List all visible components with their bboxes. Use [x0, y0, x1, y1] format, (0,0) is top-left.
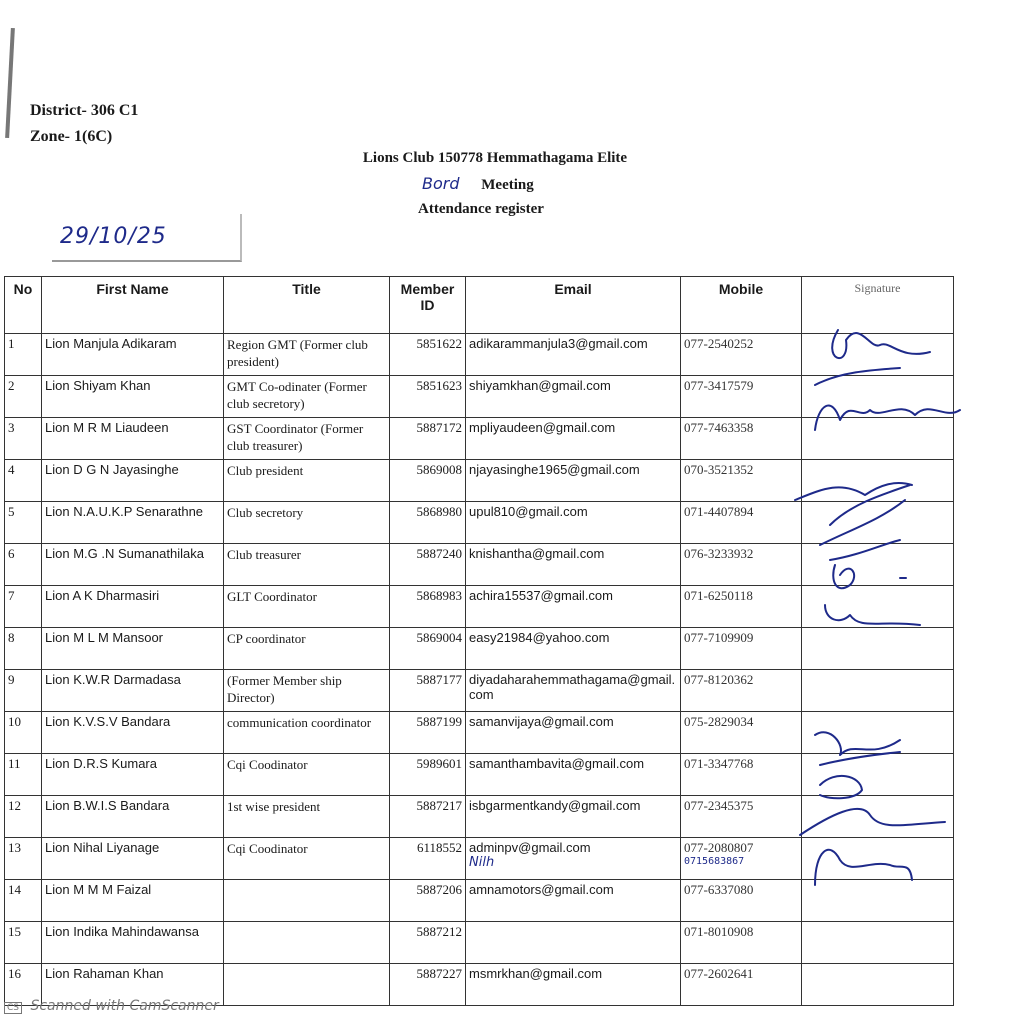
row-number — [5, 880, 42, 922]
member-title-text: Club treasurer — [227, 547, 302, 562]
member-id-text: 5989601 — [416, 756, 462, 771]
signature-cell — [802, 964, 954, 1006]
member-name-text: Lion K.V.S.V Bandara — [45, 714, 171, 729]
table-row — [5, 460, 954, 502]
signature-cell — [802, 922, 954, 964]
member-title — [224, 922, 390, 964]
member-id-text: 6118552 — [416, 840, 462, 855]
row-number-text: 1 — [8, 336, 15, 351]
member-id — [390, 754, 466, 796]
member-name — [42, 796, 224, 838]
member-title-text: Club secretory — [227, 505, 304, 520]
member-id — [390, 880, 466, 922]
scan-edge-mark — [5, 28, 15, 138]
row-number-text: 15 — [8, 924, 21, 939]
district-label: District- 306 C1 — [30, 102, 139, 119]
table-row — [5, 628, 954, 670]
row-number-text: 2 — [8, 378, 15, 393]
member-id-text: 5887199 — [416, 714, 462, 729]
row-number — [5, 460, 42, 502]
member-mobile-text: 077-2345375 — [684, 798, 754, 813]
member-mobile-text: 077-8120362 — [684, 672, 754, 687]
club-title: Lions Club 150778 Hemmathagama Elite — [362, 150, 628, 166]
signature-cell — [802, 544, 954, 586]
member-email-text: adminpv@gmail.com — [469, 840, 591, 855]
row-number — [5, 796, 42, 838]
member-name-text: Lion Manjula Adikaram — [45, 336, 177, 351]
row-number — [5, 586, 42, 628]
member-mobile-text: 075-2829034 — [684, 714, 754, 729]
member-id-text: 5887217 — [416, 798, 462, 813]
member-name — [42, 670, 224, 712]
member-email-text: njayasinghe1965@gmail.com — [469, 462, 640, 477]
member-email-text: shiyamkhan@gmail.com — [469, 378, 611, 393]
member-email-text: upul810@gmail.com — [469, 504, 588, 519]
member-id — [390, 838, 466, 880]
member-email — [466, 670, 681, 712]
member-email — [466, 880, 681, 922]
member-mobile — [681, 544, 802, 586]
member-name-text: Lion M.G .N Sumanathilaka — [45, 546, 204, 561]
signature-cell — [802, 628, 954, 670]
member-id-text: 5869004 — [416, 630, 462, 645]
signature-cell — [802, 502, 954, 544]
member-title — [224, 544, 390, 586]
member-email — [466, 418, 681, 460]
meeting-label: Meeting — [481, 177, 534, 193]
member-mobile — [681, 670, 802, 712]
scanner-text: Scanned with CamScanner — [30, 998, 219, 1014]
meeting-type-handwritten: Bord — [422, 174, 460, 193]
row-number — [5, 922, 42, 964]
row-number — [5, 670, 42, 712]
member-name — [42, 838, 224, 880]
member-id-text: 5887227 — [416, 966, 462, 981]
member-id — [390, 460, 466, 502]
scanner-badge: CS — [4, 1002, 22, 1014]
member-id — [390, 796, 466, 838]
member-email — [466, 544, 681, 586]
member-title — [224, 460, 390, 502]
row-number — [5, 628, 42, 670]
row-number-text: 8 — [8, 630, 15, 645]
member-email-text: knishantha@gmail.com — [469, 546, 605, 561]
member-id — [390, 502, 466, 544]
member-name — [42, 586, 224, 628]
header-district-zone — [30, 98, 138, 150]
col-header-email: Email — [466, 277, 681, 334]
member-email — [466, 502, 681, 544]
member-mobile-text: 077-2602641 — [684, 966, 754, 981]
member-name-text: Lion D.R.S Kumara — [45, 756, 157, 771]
row-number-text: 7 — [8, 588, 15, 603]
table-row — [5, 754, 954, 796]
member-id-text: 5887172 — [416, 420, 462, 435]
member-id-text: 5887240 — [416, 546, 462, 561]
member-email — [466, 754, 681, 796]
member-email-text: easy21984@yahoo.com — [469, 630, 610, 645]
signature-cell — [802, 796, 954, 838]
member-mobile — [681, 838, 802, 880]
member-title — [224, 586, 390, 628]
member-mobile — [681, 922, 802, 964]
member-email — [466, 922, 681, 964]
signature-cell — [802, 754, 954, 796]
table-row — [5, 586, 954, 628]
row-number-text: 6 — [8, 546, 15, 561]
member-id-text: 5868980 — [416, 504, 462, 519]
member-id — [390, 712, 466, 754]
row-number — [5, 838, 42, 880]
member-name — [42, 754, 224, 796]
member-id — [390, 544, 466, 586]
member-name-text: Lion Nihal Liyanage — [45, 840, 160, 855]
table-row — [5, 334, 954, 376]
member-title-text: Club president — [227, 463, 304, 478]
member-id — [390, 964, 466, 1006]
member-id-text: 5851622 — [416, 336, 462, 351]
member-name — [42, 376, 224, 418]
row-number — [5, 712, 42, 754]
member-mobile — [681, 796, 802, 838]
row-number-text: 14 — [8, 882, 21, 897]
member-mobile — [681, 334, 802, 376]
member-title-text: Cqi Coodinator — [227, 841, 308, 856]
member-email-text: adikarammanjula3@gmail.com — [469, 336, 648, 351]
member-title — [224, 712, 390, 754]
member-mobile-text: 071-3347768 — [684, 756, 754, 771]
member-mobile-text: 077-3417579 — [684, 378, 754, 393]
col-header-first-name: First Name — [42, 277, 224, 334]
member-name-text: Lion Indika Mahindawansa — [45, 924, 199, 939]
member-email — [466, 838, 681, 880]
member-title-text: GST Coordinator (Former club treasurer) — [227, 421, 364, 453]
table-row — [5, 712, 954, 754]
member-title-text: Cqi Coodinator — [227, 757, 308, 772]
member-id-text: 5887212 — [416, 924, 462, 939]
row-number — [5, 334, 42, 376]
member-mobile-text: 070-3521352 — [684, 462, 754, 477]
member-email-text: mpliyaudeen@gmail.com — [469, 420, 616, 435]
member-title — [224, 838, 390, 880]
member-email — [466, 376, 681, 418]
signature-cell — [802, 712, 954, 754]
col-header-member-id: Member ID — [390, 277, 466, 334]
handwritten-note: Nilh — [469, 855, 495, 870]
row-number — [5, 418, 42, 460]
member-title — [224, 418, 390, 460]
member-email — [466, 460, 681, 502]
member-name — [42, 418, 224, 460]
member-email-text: diyadaharahemmathagama@gmail.com — [469, 672, 676, 702]
member-mobile-text: 071-4407894 — [684, 504, 754, 519]
row-number-text: 5 — [8, 504, 15, 519]
member-name — [42, 334, 224, 376]
member-mobile-text: 077-2540252 — [684, 336, 754, 351]
member-title-text: (Former Member ship Director) — [227, 673, 342, 705]
member-mobile-text: 077-6337080 — [684, 882, 754, 897]
col-header-title: Title — [224, 277, 390, 334]
member-name — [42, 460, 224, 502]
table-row — [5, 670, 954, 712]
meeting-line — [422, 174, 534, 194]
member-title — [224, 628, 390, 670]
member-email — [466, 586, 681, 628]
member-title-text: GMT Co-odinater (Former club secretory) — [227, 379, 367, 411]
table-row — [5, 418, 954, 460]
member-mobile-text: 071-6250118 — [684, 588, 753, 603]
col-header-no: No — [5, 277, 42, 334]
member-title — [224, 796, 390, 838]
member-mobile-text: 076-3233932 — [684, 546, 754, 561]
member-name-text: Lion Rahaman Khan — [45, 966, 164, 981]
row-number-text: 13 — [8, 840, 21, 855]
signature-cell — [802, 460, 954, 502]
row-number-text: 11 — [8, 756, 21, 771]
member-title — [224, 334, 390, 376]
member-id — [390, 334, 466, 376]
member-email-text: samanthambavita@gmail.com — [469, 756, 645, 771]
handwritten-mobile: 0715683867 — [684, 856, 745, 867]
member-id — [390, 628, 466, 670]
member-mobile-text: 071-8010908 — [684, 924, 754, 939]
member-mobile — [681, 628, 802, 670]
scanner-watermark — [4, 998, 219, 1014]
member-name-text: Lion M L M Mansoor — [45, 630, 164, 645]
member-mobile — [681, 712, 802, 754]
table-row — [5, 880, 954, 922]
col-header-signature: Signature — [802, 277, 954, 334]
member-name-text: Lion B.W.I.S Bandara — [45, 798, 170, 813]
member-mobile — [681, 418, 802, 460]
signature-cell — [802, 586, 954, 628]
member-title — [224, 376, 390, 418]
table-row — [5, 544, 954, 586]
member-id-text: 5869008 — [416, 462, 462, 477]
col-header-mobile: Mobile — [681, 277, 802, 334]
table-row — [5, 796, 954, 838]
member-mobile — [681, 586, 802, 628]
signature-cell — [802, 334, 954, 376]
member-id-text: 5851623 — [416, 378, 462, 393]
member-email — [466, 712, 681, 754]
table-header-row — [5, 277, 954, 334]
table-row — [5, 922, 954, 964]
table-row — [5, 376, 954, 418]
member-email — [466, 964, 681, 1006]
zone-label: Zone- 1(6C) — [30, 128, 113, 145]
member-title-text: CP coordinator — [227, 631, 306, 646]
member-name-text: Lion M R M Liaudeen — [45, 420, 169, 435]
member-title-text: 1st wise president — [227, 799, 321, 814]
member-email-text: achira15537@gmail.com — [469, 588, 613, 603]
member-name-text: Lion Shiyam Khan — [45, 378, 151, 393]
member-mobile — [681, 880, 802, 922]
row-number — [5, 544, 42, 586]
handwritten-date: 29/10/25 — [60, 224, 167, 249]
member-title — [224, 964, 390, 1006]
signature-cell — [802, 376, 954, 418]
member-id — [390, 922, 466, 964]
member-name — [42, 502, 224, 544]
member-email — [466, 628, 681, 670]
register-label: Attendance register — [418, 201, 544, 217]
row-number — [5, 502, 42, 544]
member-name-text: Lion A K Dharmasiri — [45, 588, 160, 603]
member-title-text: Region GMT (Former club president) — [227, 337, 368, 369]
member-id — [390, 418, 466, 460]
member-title — [224, 754, 390, 796]
member-mobile — [681, 460, 802, 502]
member-email-text: amnamotors@gmail.com — [469, 882, 614, 897]
row-number — [5, 376, 42, 418]
member-mobile — [681, 754, 802, 796]
member-mobile — [681, 964, 802, 1006]
member-email — [466, 334, 681, 376]
table-row — [5, 838, 954, 880]
member-mobile-text: 077-7109909 — [684, 630, 754, 645]
member-name-text: Lion D G N Jayasinghe — [45, 462, 179, 477]
signature-cell — [802, 670, 954, 712]
signature-cell — [802, 418, 954, 460]
member-id — [390, 376, 466, 418]
member-name-text: Lion K.W.R Darmadasa — [45, 672, 181, 687]
member-id-text: 5887177 — [416, 672, 462, 687]
signature-cell — [802, 880, 954, 922]
member-title-text: GLT Coordinator — [227, 589, 317, 604]
table-row — [5, 502, 954, 544]
member-name-text: Lion M M M Faizal — [45, 882, 152, 897]
member-email-text: msmrkhan@gmail.com — [469, 966, 603, 981]
member-title — [224, 880, 390, 922]
row-number-text: 16 — [8, 966, 21, 981]
row-number-text: 3 — [8, 420, 15, 435]
member-name — [42, 922, 224, 964]
member-id-text: 5868983 — [416, 588, 462, 603]
attendance-table — [4, 276, 954, 1006]
member-title — [224, 502, 390, 544]
row-number-text: 10 — [8, 714, 21, 729]
member-id — [390, 586, 466, 628]
member-email-text: samanvijaya@gmail.com — [469, 714, 614, 729]
member-name — [42, 880, 224, 922]
member-name — [42, 712, 224, 754]
row-number — [5, 754, 42, 796]
row-number-text: 12 — [8, 798, 21, 813]
member-mobile-text: 077-7463358 — [684, 420, 754, 435]
member-mobile — [681, 376, 802, 418]
signature-cell — [802, 838, 954, 880]
member-name-text: Lion N.A.U.K.P Senarathne — [45, 504, 204, 519]
member-title — [224, 670, 390, 712]
member-email — [466, 796, 681, 838]
member-title-text: communication coordinator — [227, 715, 372, 730]
member-email-text: isbgarmentkandy@gmail.com — [469, 798, 641, 813]
member-id — [390, 670, 466, 712]
member-mobile — [681, 502, 802, 544]
row-number-text: 4 — [8, 462, 15, 477]
member-name — [42, 628, 224, 670]
member-mobile-text: 077-2080807 — [684, 840, 754, 855]
member-id-text: 5887206 — [416, 882, 462, 897]
row-number-text: 9 — [8, 672, 15, 687]
member-name — [42, 544, 224, 586]
